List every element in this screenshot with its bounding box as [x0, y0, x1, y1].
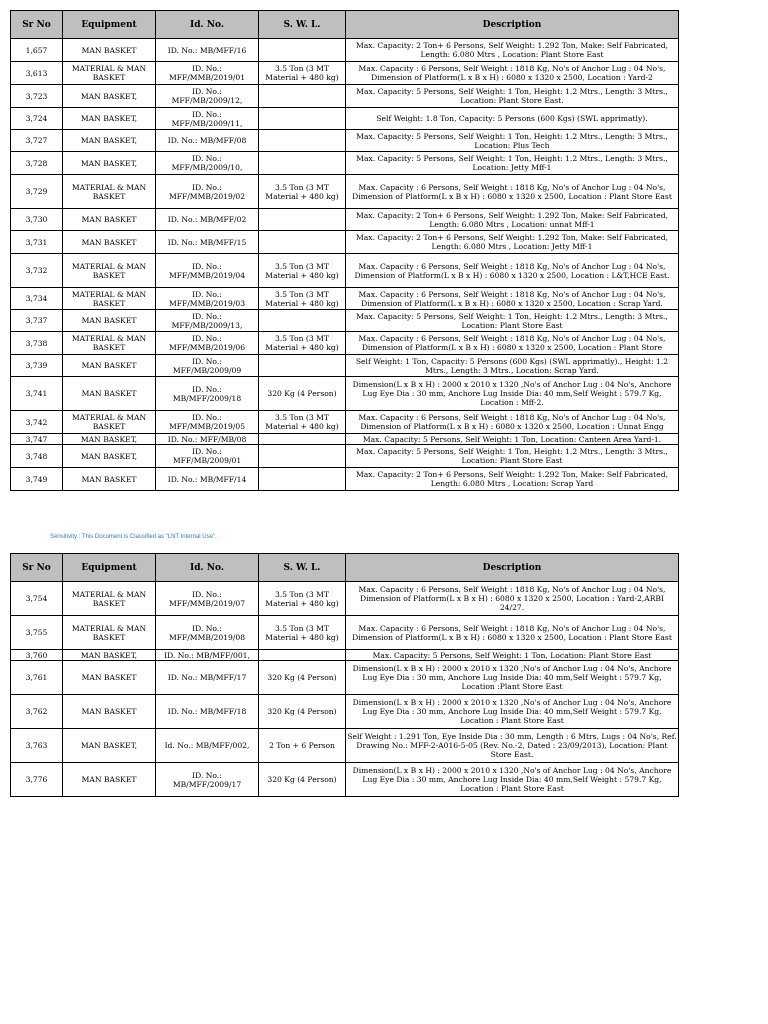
cell-description: Max. Capacity: 2 Ton+ 6 Persons, Self Weight: 1.292 Ton, Make: Self Fabricated, Length: 6.080 Mtrs , Location: Scrap Yard: [346, 468, 679, 491]
table-header-row: [11, 11, 679, 39]
cell-equipment: MAN BASKET: [63, 695, 156, 729]
table-row: [11, 763, 679, 797]
cell-equipment: MAN BASKET: [63, 231, 156, 254]
cell-idno: Id. No.: MB/MFF/002,: [156, 729, 259, 763]
cell-srno: 3,727: [11, 130, 63, 152]
table-row: [11, 310, 679, 332]
cell-srno: 3,741: [11, 377, 63, 411]
cell-description: Max. Capacity : 6 Persons, Self Weight : 1818 Kg, No's of Anchor Lug : 04 No's, Dimension of Platform(L x B x H) : 6080 x 1320 x 2500, Location : Plant Store East: [346, 616, 679, 650]
cell-description: Max. Capacity: 5 Persons, Self Weight: 1 Ton, Height: 1.2 Mtrs., Length: 3 Mtrs., Location: Plant Store East.: [346, 85, 679, 108]
table-row: [11, 582, 679, 616]
header-idno: Id. No.: [156, 554, 259, 582]
cell-srno: 3,749: [11, 468, 63, 491]
equipment-table-2: [10, 553, 679, 797]
cell-srno: 3,728: [11, 152, 63, 175]
cell-srno: 3,737: [11, 310, 63, 332]
cell-description: Max. Capacity: 5 Persons, Self Weight: 1 Ton, Location: Plant Store East: [346, 650, 679, 661]
table-row: [11, 108, 679, 130]
cell-description: Max. Capacity : 6 Persons, Self Weight : 1818 Kg, No's of Anchor Lug : 04 No's, Dimension of Platform(L x B x H) : 6080 x 1320 x 2500, Location : Yard-2,ARBI 24/27.: [346, 582, 679, 616]
table-row: [11, 62, 679, 85]
table-row: [11, 85, 679, 108]
cell-equipment: MAN BASKET: [63, 209, 156, 231]
cell-equipment: MAN BASKET,: [63, 130, 156, 152]
cell-srno: 3,776: [11, 763, 63, 797]
cell-idno: ID. No.: MFF/MMB/2019/02: [156, 175, 259, 209]
cell-description: Max. Capacity: 2 Ton+ 6 Persons, Self Weight: 1.292 Ton, Make: Self Fabricated, Length: 6.080 Mtrs , Location: unnat Mff-1: [346, 209, 679, 231]
cell-equipment: MATERIAL & MAN BASKET: [63, 254, 156, 288]
table-row: [11, 434, 679, 445]
cell-description: Self Weight : 1.291 Ton, Eye Inside Dia : 30 mm, Length : 6 Mtrs, Lugs : 04 No's, Ref. Drawing No.: MFF-2-A016-5-05 (Rev. No.-2, Dated : 23/09/2013), Location: Plant Store East.: [346, 729, 679, 763]
cell-swl: 3.5 Ton (3 MT Material + 480 kg): [259, 288, 346, 310]
cell-swl: [259, 108, 346, 130]
cell-swl: 320 Kg (4 Person): [259, 661, 346, 695]
cell-description: Max. Capacity: 5 Persons, Self Weight: 1 Ton, Location: Canteen Area Yard-1.: [346, 434, 679, 445]
cell-equipment: MAN BASKET,: [63, 650, 156, 661]
cell-idno: ID. No.: MB/MFF/17: [156, 661, 259, 695]
cell-swl: 3.5 Ton (3 MT Material + 480 kg): [259, 582, 346, 616]
cell-swl: [259, 468, 346, 491]
table-row: [11, 231, 679, 254]
table-row: [11, 650, 679, 661]
cell-description: Dimension(L x B x H) : 2000 x 2010 x 1320 ,No's of Anchor Lug : 04 No's, Anchore Lug Eye Dia : 30 mm, Anchore Lug Inside Dia: 40 mm,Self Weight : 579.7 Kg, Location : Plant Store East: [346, 695, 679, 729]
cell-idno: ID. No.: MFF/MB/2009/13,: [156, 310, 259, 332]
cell-description: Max. Capacity : 6 Persons, Self Weight : 1818 Kg, No's of Anchor Lug : 04 No's, Dimension of Platform(L x B x H) : 6080 x 1320 x 2500, Location : Plant Store: [346, 332, 679, 355]
cell-srno: 3,730: [11, 209, 63, 231]
cell-description: Max. Capacity : 6 Persons, Self Weight : 1818 Kg, No's of Anchor Lug : 04 No's, Dimension of Platform(L x B x H) : 6080 x 1320 x 2500, Location : L&T,HCE East.: [346, 254, 679, 288]
cell-srno: 3,724: [11, 108, 63, 130]
cell-idno: ID. No.: MFF/MMB/2019/06: [156, 332, 259, 355]
table-row: [11, 175, 679, 209]
cell-equipment: MAN BASKET: [63, 355, 156, 377]
cell-equipment: MAN BASKET,: [63, 434, 156, 445]
table-row: [11, 616, 679, 650]
table-row: [11, 729, 679, 763]
cell-swl: 3.5 Ton (3 MT Material + 480 kg): [259, 616, 346, 650]
table-row: [11, 332, 679, 355]
cell-equipment: MAN BASKET,: [63, 108, 156, 130]
cell-equipment: MAN BASKET: [63, 763, 156, 797]
cell-equipment: MAN BASKET: [63, 310, 156, 332]
cell-swl: 320 Kg (4 Person): [259, 763, 346, 797]
cell-description: Self Weight: 1 Ton, Capacity: 5 Persons (600 Kgs) (SWL apprimatly)., Height: 1.2 Mtrs., Length: 3 Mtrs., Location: Scrap Yard.: [346, 355, 679, 377]
cell-idno: ID. No.: MB/MFF/02: [156, 209, 259, 231]
cell-idno: ID. No.: MB/MFF/08: [156, 130, 259, 152]
cell-swl: 320 Kg (4 Person): [259, 377, 346, 411]
cell-idno: ID. No.: MFF/MMB/2019/04: [156, 254, 259, 288]
cell-swl: 3.5 Ton (3 MT Material + 480 kg): [259, 254, 346, 288]
table-row: [11, 254, 679, 288]
cell-srno: 3,731: [11, 231, 63, 254]
table-row: [11, 209, 679, 231]
cell-description: Max. Capacity: 5 Persons, Self Weight: 1 Ton, Height: 1.2 Mtrs., Length: 3 Mtrs., Location: Plus Tech: [346, 130, 679, 152]
cell-srno: 3,739: [11, 355, 63, 377]
cell-srno: 3,762: [11, 695, 63, 729]
cell-srno: 3,761: [11, 661, 63, 695]
equipment-table-1: [10, 10, 679, 491]
header-srno: Sr No: [11, 554, 63, 582]
cell-srno: 3,613: [11, 62, 63, 85]
table-row: [11, 468, 679, 491]
cell-idno: ID. No.: MB/MFF/001,: [156, 650, 259, 661]
cell-swl: [259, 130, 346, 152]
cell-idno: ID. No.: MB/MFF/15: [156, 231, 259, 254]
cell-idno: ID. No.: MB/MFF/18: [156, 695, 259, 729]
table-row: [11, 130, 679, 152]
cell-equipment: MAN BASKET,: [63, 445, 156, 468]
header-description: Description: [346, 554, 679, 582]
table-row: [11, 288, 679, 310]
cell-idno: ID. No.: MFF/MB/2009/01: [156, 445, 259, 468]
table-row: [11, 445, 679, 468]
cell-swl: 3.5 Ton (3 MT Material + 480 kg): [259, 332, 346, 355]
cell-swl: 3.5 Ton (3 MT Material + 480 kg): [259, 175, 346, 209]
cell-swl: [259, 209, 346, 231]
header-description: Description: [346, 11, 679, 39]
header-swl: S. W. L.: [259, 554, 346, 582]
cell-idno: ID. No.: MFF/MMB/2019/08: [156, 616, 259, 650]
cell-idno: ID. No.: MFF/MMB/2019/03: [156, 288, 259, 310]
cell-idno: ID. No.: MFF/MMB/2019/07: [156, 582, 259, 616]
cell-description: Self Weight: 1.8 Ton, Capacity: 5 Persons (600 Kgs) (SWL apprimatly).: [346, 108, 679, 130]
cell-srno: 3,763: [11, 729, 63, 763]
cell-swl: [259, 355, 346, 377]
cell-description: Dimension(L x B x H) : 2000 x 2010 x 1320 ,No's of Anchor Lug : 04 No's, Anchore Lug Eye Dia : 30 mm, Anchore Lug Inside Dia: 40 mm,Self Weight : 579.7 Kg, Location : Plant Store East: [346, 763, 679, 797]
cell-srno: 3,723: [11, 85, 63, 108]
cell-equipment: MATERIAL & MAN BASKET: [63, 288, 156, 310]
cell-swl: [259, 39, 346, 62]
table-row: [11, 661, 679, 695]
cell-equipment: MATERIAL & MAN BASKET: [63, 175, 156, 209]
header-idno: Id. No.: [156, 11, 259, 39]
cell-description: Max. Capacity : 6 Persons, Self Weight : 1818 Kg, No's of Anchor Lug : 04 No's, Dimension of Platform(L x B x H) : 6080 x 1320 x 2500, Location : Scrap Yard.: [346, 288, 679, 310]
cell-equipment: MAN BASKET: [63, 661, 156, 695]
cell-srno: 3,734: [11, 288, 63, 310]
cell-idno: ID. No.: MB/MFF/16: [156, 39, 259, 62]
cell-idno: ID. No.: MFF/MMB/2019/05: [156, 411, 259, 434]
cell-description: Max. Capacity : 6 Persons, Self Weight : 1818 Kg, No's of Anchor Lug : 04 No's, Dimension of Platform(L x B x H) : 6080 x 1320 x 2500, Location : Plant Store East: [346, 175, 679, 209]
cell-equipment: MATERIAL & MAN BASKET: [63, 582, 156, 616]
cell-description: Max. Capacity: 5 Persons, Self Weight: 1 Ton, Height: 1.2 Mtrs., Length: 3 Mtrs., Location: Plant Store East: [346, 445, 679, 468]
table-row: [11, 152, 679, 175]
cell-swl: [259, 445, 346, 468]
cell-idno: ID. No.: MFF/MB/08: [156, 434, 259, 445]
cell-swl: [259, 152, 346, 175]
cell-description: Max. Capacity: 5 Persons, Self Weight: 1 Ton, Height: 1.2 Mtrs., Length: 3 Mtrs., Location: Jetty Mff-1: [346, 152, 679, 175]
cell-equipment: MAN BASKET,: [63, 729, 156, 763]
cell-swl: [259, 434, 346, 445]
cell-srno: 3,754: [11, 582, 63, 616]
cell-idno: ID. No.: MFF/MMB/2019/01: [156, 62, 259, 85]
cell-swl: 2 Ton + 6 Person: [259, 729, 346, 763]
header-equipment: Equipment: [63, 11, 156, 39]
cell-srno: 3,738: [11, 332, 63, 355]
cell-idno: ID. No.: MFF/MB/2009/12,: [156, 85, 259, 108]
cell-idno: ID. No.: MB/MFF/14: [156, 468, 259, 491]
cell-srno: 3,732: [11, 254, 63, 288]
cell-srno: 3,760: [11, 650, 63, 661]
cell-description: Max. Capacity: 2 Ton+ 6 Persons, Self Weight: 1.292 Ton, Make: Self Fabricated, Length: 6.080 Mtrs , Location: Jetty Mff-1: [346, 231, 679, 254]
cell-swl: [259, 310, 346, 332]
table-row: [11, 39, 679, 62]
header-equipment: Equipment: [63, 554, 156, 582]
table-row: [11, 411, 679, 434]
cell-description: Dimension(L x B x H) : 2000 x 2010 x 1320 ,No's of Anchor Lug : 04 No's, Anchore Lug Eye Dia : 30 mm, Anchore Lug Inside Dia: 40 mm,Self Weight : 579.7 Kg, Location : Mff-2.: [346, 377, 679, 411]
cell-description: Max. Capacity: 5 Persons, Self Weight: 1 Ton, Height: 1.2 Mtrs., Length: 3 Mtrs., Location: Plant Store East: [346, 310, 679, 332]
cell-equipment: MAN BASKET: [63, 377, 156, 411]
cell-idno: ID. No.: MB/MFF/2009/18: [156, 377, 259, 411]
cell-srno: 3,747: [11, 434, 63, 445]
cell-equipment: MAN BASKET: [63, 39, 156, 62]
cell-description: Max. Capacity : 6 Persons, Self Weight : 1818 Kg, No's of Anchor Lug : 04 No's, Dimension of Platform(L x B x H) : 6080 x 1320 x 2500, Location : Unnat Engg: [346, 411, 679, 434]
cell-srno: 3,755: [11, 616, 63, 650]
cell-srno: 3,748: [11, 445, 63, 468]
cell-swl: 320 Kg (4 Person): [259, 695, 346, 729]
cell-description: Max. Capacity : 6 Persons, Self Weight : 1818 Kg, No's of Anchor Lug : 04 No's, Dimension of Platform(L x B x H) : 6080 x 1320 x 2500, Location : Yard-2: [346, 62, 679, 85]
cell-srno: 3,742: [11, 411, 63, 434]
cell-equipment: MAN BASKET,: [63, 85, 156, 108]
cell-srno: 3,729: [11, 175, 63, 209]
cell-equipment: MAN BASKET,: [63, 152, 156, 175]
cell-idno: ID. No.: MFF/MB/2009/11,: [156, 108, 259, 130]
cell-equipment: MAN BASKET: [63, 468, 156, 491]
cell-idno: ID. No.: MFF/MB/2009/10,: [156, 152, 259, 175]
header-srno: Sr No: [11, 11, 63, 39]
cell-idno: ID. No.: MFF/MB/2009/09: [156, 355, 259, 377]
table-row: [11, 355, 679, 377]
cell-swl: [259, 650, 346, 661]
cell-swl: [259, 231, 346, 254]
cell-swl: [259, 85, 346, 108]
cell-idno: ID. No.: MB/MFF/2009/17: [156, 763, 259, 797]
table-row: [11, 695, 679, 729]
header-swl: S. W. L.: [259, 11, 346, 39]
cell-description: Max. Capacity: 2 Ton+ 6 Persons, Self Weight: 1.292 Ton, Make: Self Fabricated, Length: 6.080 Mtrs , Location: Plant Store East: [346, 39, 679, 62]
sensitivity-notice: Sensitivity : This Document is Classified as "LNT Internal Use".: [50, 534, 217, 540]
table-row: [11, 377, 679, 411]
cell-equipment: MATERIAL & MAN BASKET: [63, 616, 156, 650]
cell-equipment: MATERIAL & MAN BASKET: [63, 411, 156, 434]
cell-swl: 3.5 Ton (3 MT Material + 480 kg): [259, 411, 346, 434]
cell-srno: 1,657: [11, 39, 63, 62]
cell-description: Dimension(L x B x H) : 2000 x 2010 x 1320 ,No's of Anchor Lug : 04 No's, Anchore Lug Eye Dia : 30 mm, Anchore Lug Inside Dia: 40 mm,Self Weight : 579.7 Kg, Location :Plant Store East: [346, 661, 679, 695]
cell-equipment: MATERIAL & MAN BASKET: [63, 62, 156, 85]
table-header-row: [11, 554, 679, 582]
cell-equipment: MATERIAL & MAN BASKET: [63, 332, 156, 355]
cell-swl: 3.5 Ton (3 MT Material + 480 kg): [259, 62, 346, 85]
